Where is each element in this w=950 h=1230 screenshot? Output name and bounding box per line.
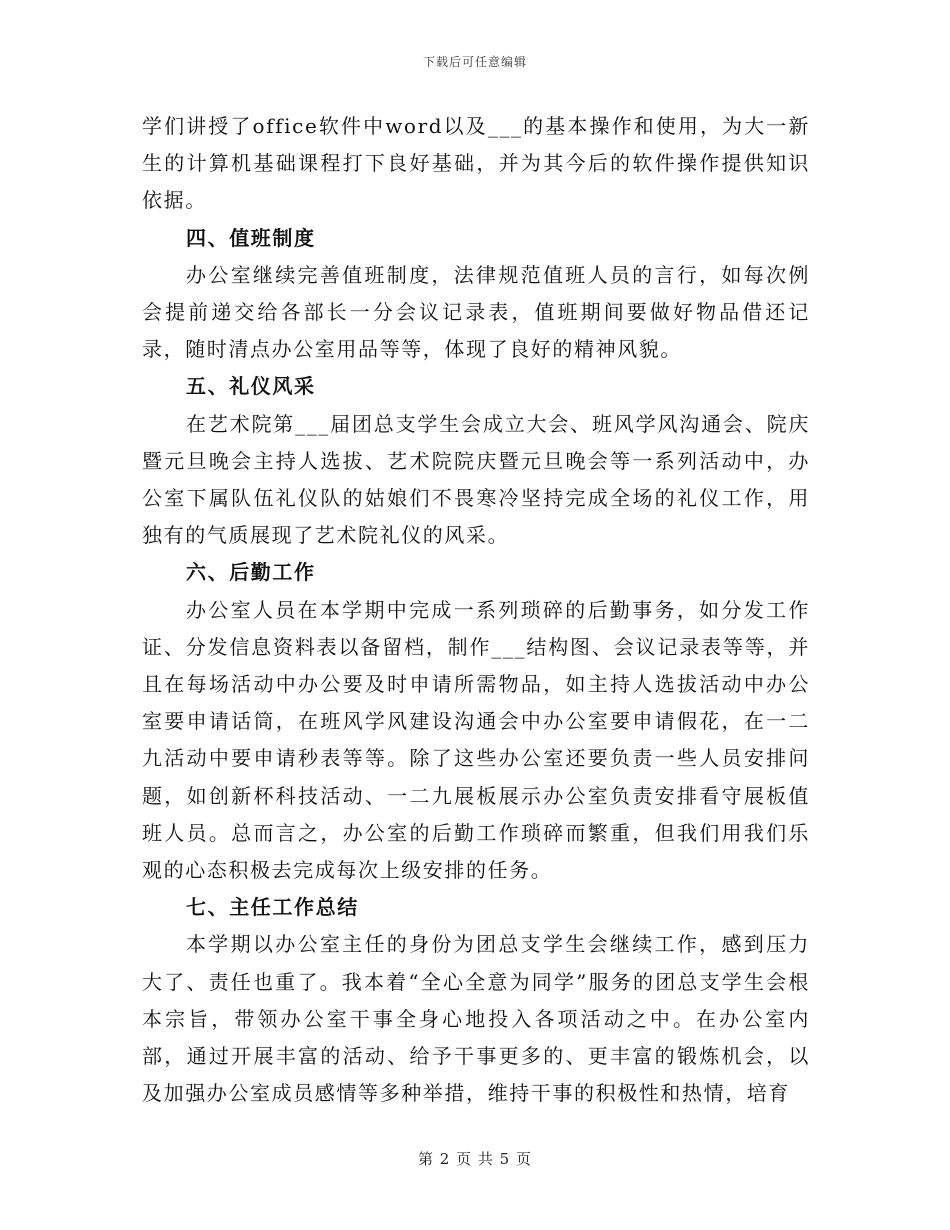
- paragraph-logistics: 办公室人员在本学期中完成一系列琐碎的后勤事务，如分发工作证、分发信息资料表以备留档，制作___结构图、会议记录表等等，并且在每场活动中办公要及时申请所需物品，如主持人选拔活动中办公室要申请话筒，在班风学风建设沟通会中办公室要申请假花，在一二九活动中要申请秒表等等。除了这些办公室还要负责一些人员安排问题，如创新杯科技活动、一二九展板展示办公室负责安排看守展板值班人员。总而言之，办公室的后勤工作琐碎而繁重，但我们用我们乐观的心态积极去完成每次上级安排的任务。: [142, 597, 810, 883]
- paragraph-etiquette: 在艺术院第___届团总支学生会成立大会、班风学风沟通会、院庆暨元旦晚会主持人选拔、艺术院院庆暨元旦晚会等一系列活动中，办公室下属队伍礼仪队的姑娘们不畏寒冷坚持完成全场的礼仪工作，用独有的气质展现了艺术院礼仪的风采。: [142, 411, 810, 548]
- section-heading-duty-system: 四、值班制度: [186, 225, 316, 250]
- paragraph-director-summary: 本学期以办公室主任的身份为团总支学生会继续工作，感到压力大了、责任也重了。我本着“全心全意为同学”服务的团总支学生会根本宗旨，带领办公室干事全身心地投入各项活动之中。在办公室内部，通过开展丰富的活动、给予干事更多的、更丰富的锻炼机会，以及加强办公室成员感情等多种举措，维持干事的积极性和热情，培育: [142, 932, 810, 1106]
- paragraph-duty-system: 办公室继续完善值班制度，法律规范值班人员的言行，如每次例会提前递交给各部长一分会议记录表，值班期间要做好物品借还记录，随时清点办公室用品等等，体现了良好的精神风貌。: [142, 262, 810, 362]
- section-heading-director-summary: 七、主任工作总结: [186, 895, 359, 920]
- section-heading-logistics: 六、后勤工作: [186, 560, 316, 585]
- document-body: [142, 108, 810, 1112]
- page-number: 第 2 页 共 5 页: [418, 1150, 532, 1168]
- paragraph-continued: 学们讲授了office软件中word以及___的基本操作和使用，为大一新生的计算机基础课程打下良好基础，并为其今后的软件操作提供知识依据。: [142, 114, 810, 213]
- page-header: 下载后可任意编辑: [422, 55, 527, 69]
- section-heading-etiquette: 五、礼仪风采: [186, 374, 316, 399]
